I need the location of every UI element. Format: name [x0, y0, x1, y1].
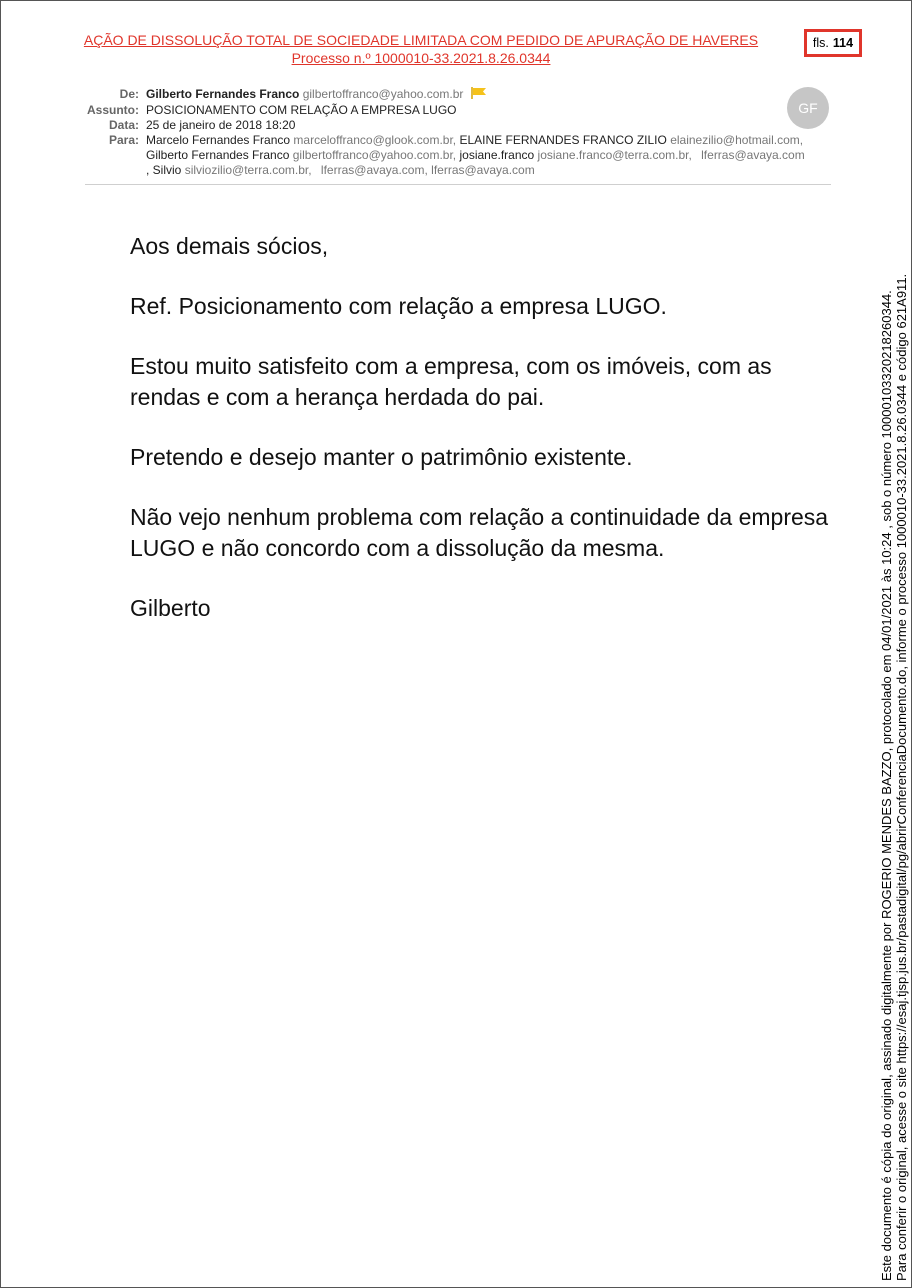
to-row [85, 133, 831, 178]
verification-note-line: Para conferir o original, acesse o site https://esaj.tjsp.jus.br/pastadigital/pg/abrirConferenciaDocumento.do, informe o processo 1000010-33.2021.8.26.0344 e código 621A911. [894, 273, 909, 1281]
date-label: Data: [108, 118, 139, 132]
fls-label: fls. [812, 36, 829, 50]
recipient-email[interactable]: gilbertoffranco@yahoo.com.br, [292, 148, 457, 162]
recipient-email[interactable]: elainezilio@hotmail.com, [670, 133, 804, 147]
fls-number: 114 [832, 36, 854, 50]
from-name: Gilberto Fernandes Franco [146, 87, 300, 102]
recipient-email[interactable]: lferras@avaya.com [701, 148, 805, 162]
recipient-email[interactable]: lferras@avaya.com, [320, 163, 428, 177]
subject-value: POSICIONAMENTO COM RELAÇÃO A EMPRESA LUGO [146, 103, 457, 117]
from-email: gilbertoffranco@yahoo.com.br [302, 87, 464, 102]
signature: Gilberto [130, 595, 211, 621]
recipient-email[interactable]: josiane.franco@terra.com.br, [537, 148, 692, 162]
process-header [61, 31, 781, 67]
process-title: AÇÃO DE DISSOLUÇÃO TOTAL DE SOCIEDADE LIMITADA COM PEDIDO DE APURAÇÃO DE HAVERES [83, 32, 759, 48]
greeting: Aos demais sócios, [130, 233, 329, 259]
signature-note-line: Este documento é cópia do original, assinado digitalmente por ROGERIO MENDES BAZZO, protocolado em 04/01/2021 às 10:24 , sob o número 10000103320218260344. [879, 290, 894, 1281]
from-row [85, 87, 831, 103]
date-row [85, 118, 831, 133]
recipient-name: Gilberto Fernandes Franco [146, 148, 290, 162]
body-paragraph: Pretendo e desejo manter o patrimônio existente. [130, 444, 633, 470]
recipient-name: , Silvio [146, 163, 182, 177]
recipient-name: ELAINE FERNANDES FRANCO ZILIO [459, 133, 667, 147]
date-value: 25 de janeiro de 2018 18:20 [146, 118, 296, 132]
process-number: Processo n.º 1000010-33.2021.8.26.0344 [291, 50, 551, 66]
email-body [130, 231, 830, 653]
subject-row [85, 103, 831, 118]
subject-label: Assunto: [87, 103, 139, 117]
reference-line: Ref. Posicionamento com relação a empresa LUGO. [130, 293, 667, 319]
recipient-name: josiane.franco [459, 148, 535, 162]
recipient-email[interactable]: marceloffranco@glook.com.br, [293, 133, 457, 147]
from-label: De: [119, 87, 139, 101]
body-paragraph: Estou muito satisfeito com a empresa, com os imóveis, com as rendas e com a herança herdada do pai. [130, 353, 772, 410]
recipient-email[interactable]: silviozilio@terra.com.br, [184, 163, 312, 177]
page-number-box [804, 29, 862, 57]
recipient-list [146, 133, 805, 178]
digital-signature-note [879, 211, 909, 1281]
flag-icon[interactable] [471, 87, 487, 103]
body-paragraph: Não vejo nenhum problema com relação a continuidade da empresa LUGO e não concordo com a dissolução da mesma. [130, 504, 829, 561]
email-header [85, 87, 831, 178]
divider [85, 184, 831, 185]
avatar: GF [787, 87, 829, 129]
recipient-email[interactable]: lferras@avaya.com [431, 163, 535, 177]
to-label: Para: [108, 133, 139, 147]
recipient-name: Marcelo Fernandes Franco [146, 133, 291, 147]
